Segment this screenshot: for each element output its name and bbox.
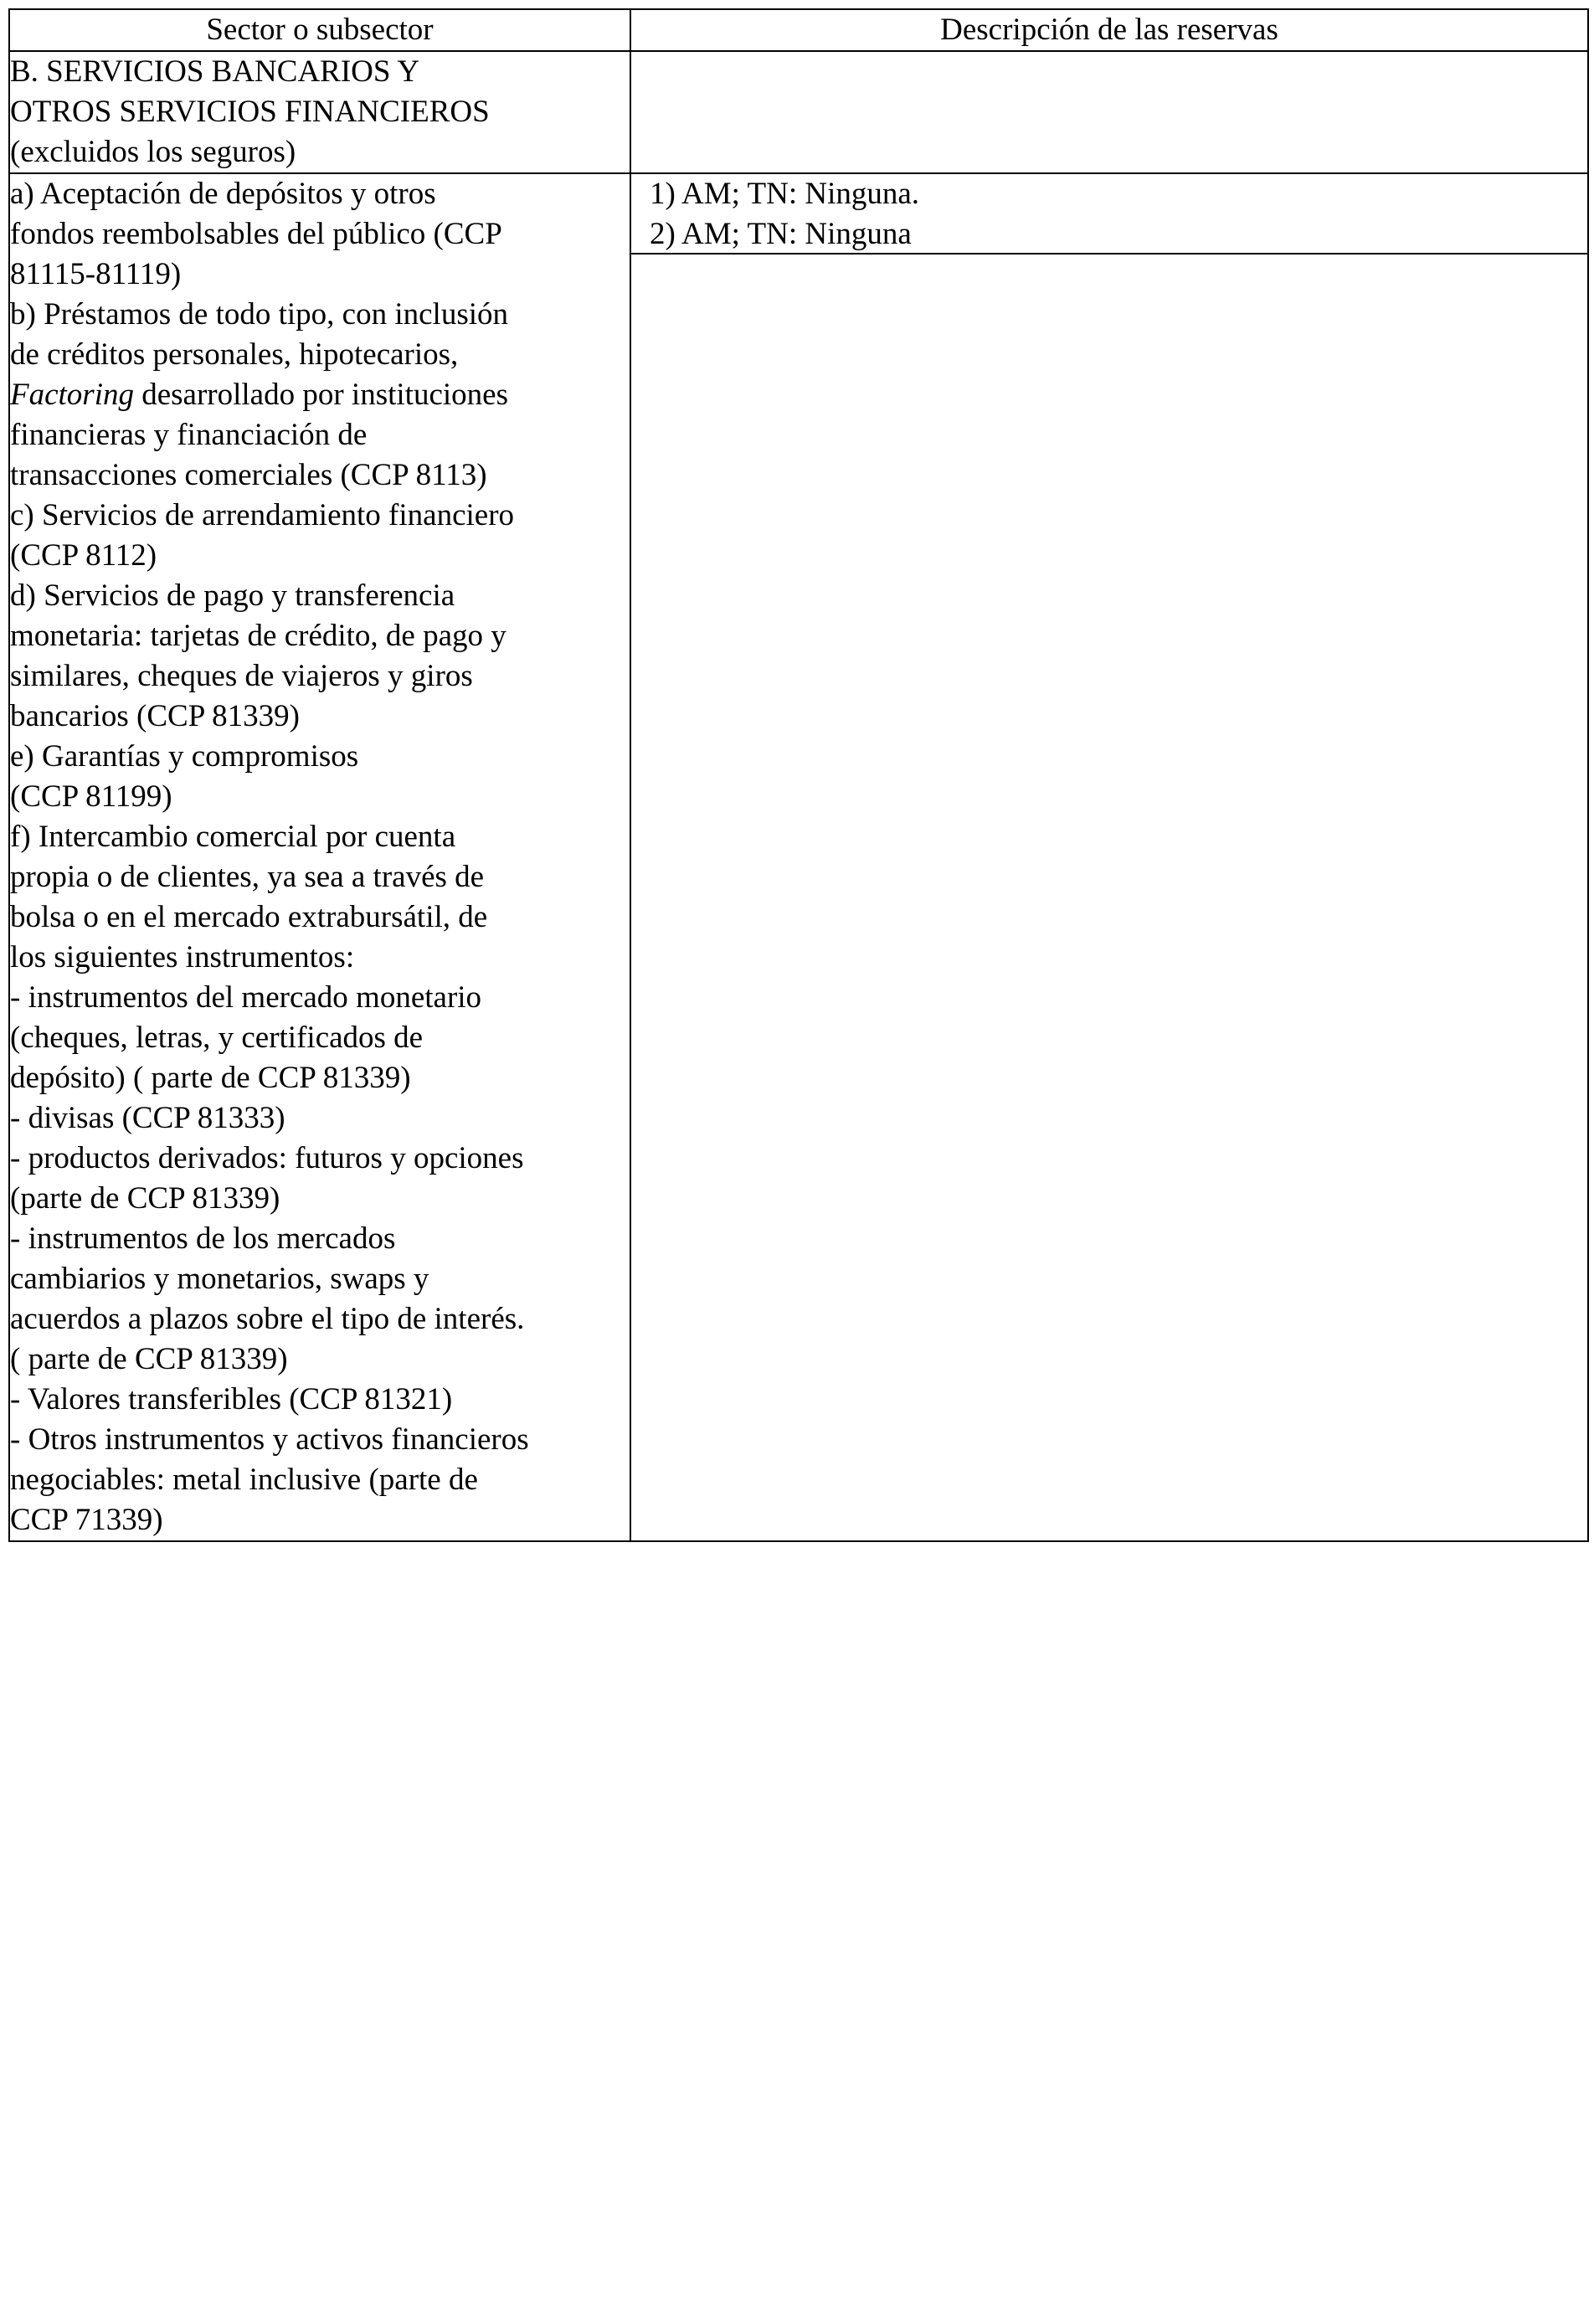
service-line: acuerdos a plazos sobre el tipo de interés. [10,1302,525,1336]
service-line: transacciones comerciales (CCP 8113) [10,458,487,492]
service-line: b) Préstamos de todo tipo, con inclusión [10,297,509,332]
service-line: f) Intercambio comercial por cuenta [10,820,456,854]
service-line: monetaria: tarjetas de crédito, de pago y [10,619,506,653]
service-line: de créditos personales, hipotecarios, [10,337,459,372]
service-line: ( parte de CCP 81339) [10,1342,288,1376]
service-line: (parte de CCP 81339) [10,1181,280,1216]
service-line: (CCP 81199) [10,779,172,814]
service-line: similares, cheques de viajeros y giros [10,659,473,693]
section-title-line: OTROS SERVICIOS FINANCIEROS [10,95,490,129]
service-line: d) Servicios de pago y transferencia [10,578,455,613]
service-line: depósito) ( parte de CCP 81339) [10,1061,411,1095]
service-line: (cheques, letras, y certificados de [10,1021,424,1055]
service-line: - instrumentos del mercado monetario [10,980,482,1015]
service-line: CCP 71339) [10,1503,163,1537]
service-line: cambiarios y monetarios, swaps y [10,1262,429,1296]
header-description: Descripción de las reservas [630,9,1588,51]
service-line: a) Aceptación de depósitos y otros [10,177,436,211]
services-row [9,173,1588,1541]
services-list-cell [9,173,630,1541]
service-line: los siguientes instrumentos: [10,940,355,974]
service-line: bolsa o en el mercado extrabursátil, de [10,900,488,934]
service-line-factoring [10,375,630,415]
service-line: - Otros instrumentos y activos financieros [10,1422,529,1457]
service-line: bancarios (CCP 81339) [10,699,300,733]
section-empty-cell [630,51,1588,173]
reservation-line: 1) AM; TN: Ninguna. [650,177,920,211]
service-line: negociables: metal inclusive (parte de [10,1463,478,1497]
service-line: - productos derivados: futuros y opciones [10,1141,524,1175]
section-title-line: (excluidos los seguros) [10,135,296,169]
service-line: 81115-81119) [10,257,182,291]
reservation-line: 2) AM; TN: Ninguna [650,217,912,251]
service-line: propia o de clientes, ya sea a través de [10,860,485,894]
reservations-table [8,8,1589,1542]
service-line: (CCP 8112) [10,538,157,573]
service-line: c) Servicios de arrendamiento financiero [10,498,515,532]
table-header-row [9,9,1588,51]
service-line: - instrumentos de los mercados [10,1221,396,1256]
service-line: - divisas (CCP 81333) [10,1101,285,1135]
factoring-term: Factoring [10,378,134,412]
service-line: - Valores transferibles (CCP 81321) [10,1382,453,1417]
service-line: desarrollado por instituciones [141,378,508,412]
reservations-cell [630,173,1588,1541]
service-line: fondos reembolsables del público (CCP [10,217,502,251]
header-sector: Sector o subsector [9,9,630,51]
section-title-cell [9,51,630,173]
section-row [9,51,1588,173]
section-title-line: B. SERVICIOS BANCARIOS Y [10,54,420,89]
reservations-box [631,174,1587,255]
service-line: e) Garantías y compromisos [10,739,359,774]
service-line: financieras y financiación de [10,418,368,452]
